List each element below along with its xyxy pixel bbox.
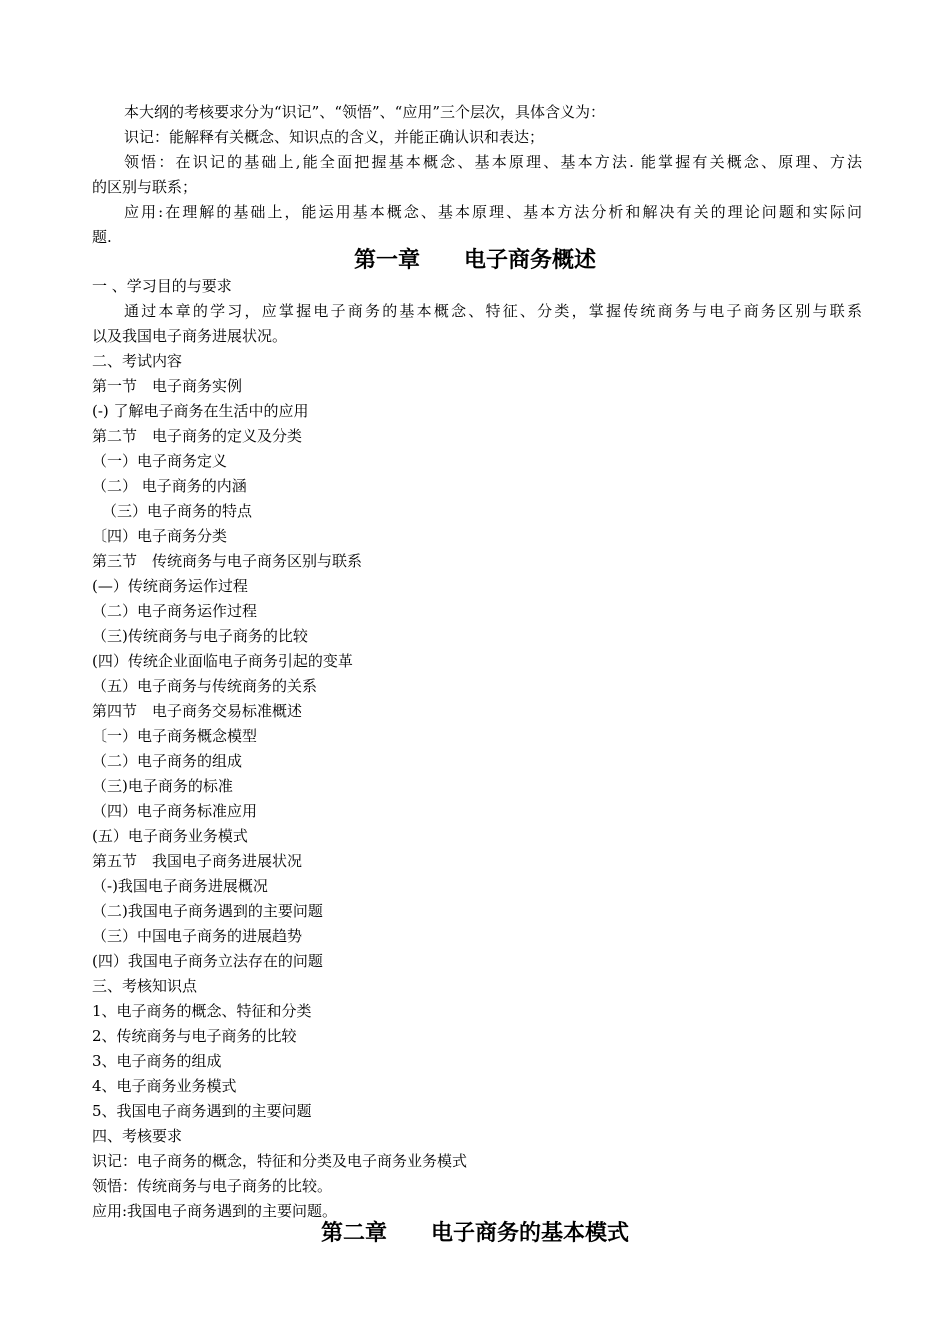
outline-item: （二）电子商务运作过程 [92, 602, 258, 620]
outline-item: 〔一）电子商务概念模型 [92, 727, 258, 745]
chapter1-title: 第一章 电子商务概述 [353, 248, 596, 273]
outline-item: 第一节 电子商务实例 [92, 377, 243, 395]
outline-item: （五）电子商务与传统商务的关系 [92, 677, 318, 695]
section-heading: 一 、学习目的与要求 [92, 277, 232, 295]
outline-item: （四）电子商务标准应用 [92, 802, 258, 820]
requirement-item: 应用:我国电子商务遇到的主要问题。 [92, 1202, 338, 1220]
intro-paragraph-understand-cont: 的区别与联系； [92, 178, 198, 196]
outline-item: 第二节 电子商务的定义及分类 [92, 427, 303, 445]
outline-item: (-) 了解电子商务在生活中的应用 [92, 402, 309, 420]
knowledge-point: 2、传统商务与电子商务的比较 [92, 1027, 297, 1045]
outline-item: (四）我国电子商务立法存在的问题 [92, 952, 323, 970]
outline-item: （三）电子商务的特点 [102, 502, 253, 520]
outline-item: （二） 电子商务的内涵 [92, 477, 247, 495]
outline-item: （一）电子商务定义 [92, 452, 228, 470]
outline-item: (五）电子商务业务模式 [92, 827, 248, 845]
knowledge-point: 5、我国电子商务遇到的主要问题 [92, 1102, 312, 1120]
outline-item: （三)电子商务的标准 [92, 777, 233, 795]
knowledge-point: 4、电子商务业务模式 [92, 1077, 237, 1095]
knowledge-point: 3、电子商务的组成 [92, 1052, 222, 1070]
knowledge-point: 1、电子商务的概念、特征和分类 [92, 1002, 312, 1020]
outline-item: （二)我国电子商务遇到的主要问题 [92, 902, 323, 920]
section-heading: 三、考核知识点 [92, 977, 198, 995]
outline-item: （二）电子商务的组成 [92, 752, 243, 770]
chapter2-title: 第二章 电子商务的基本模式 [320, 1221, 629, 1246]
intro-paragraph-apply: 应用:在理解的基础上，能运用基本概念、基本原理、基本方法分析和解决有关的理论问题和实际问 [124, 203, 862, 221]
outline-item: （三）中国电子商务的进展趋势 [92, 927, 303, 945]
outline-item: 第三节 传统商务与电子商务区别与联系 [92, 552, 363, 570]
requirement-item: 识记：电子商务的概念，特征和分类及电子商务业务模式 [92, 1152, 468, 1170]
outline-item: (四）传统企业面临电子商务引起的变革 [92, 652, 353, 670]
intro-paragraph-levels: 本大纲的考核要求分为“识记”、“领悟”、“应用”三个层次，具体含义为： [124, 103, 606, 121]
intro-paragraph-understand: 领悟：在识记的基础上,能全面把握基本概念、基本原理、基本方法. 能掌握有关概念、原理、方法 [124, 153, 862, 171]
chapter1-goal-text-cont: 以及我国电子商务进展状况。 [92, 327, 288, 345]
intro-paragraph-apply-cont: 题. [92, 228, 112, 246]
outline-item: （-)我国电子商务进展概况 [92, 877, 268, 895]
section-heading: 二、考试内容 [92, 352, 183, 370]
outline-item: （三)传统商务与电子商务的比较 [92, 627, 308, 645]
chapter1-goal-text: 通过本章的学习，应掌握电子商务的基本概念、特征、分类，掌握传统商务与电子商务区别与联系 [124, 302, 862, 320]
section-heading: 四、考核要求 [92, 1127, 183, 1145]
intro-paragraph-recall: 识记：能解释有关概念、知识点的含义，并能正确认识和表达； [124, 128, 545, 146]
requirement-item: 领悟：传统商务与电子商务的比较。 [92, 1177, 333, 1195]
outline-item: 〔四）电子商务分类 [92, 527, 228, 545]
outline-item: 第四节 电子商务交易标准概述 [92, 702, 303, 720]
outline-item: 第五节 我国电子商务进展状况 [92, 852, 303, 870]
outline-item: (—）传统商务运作过程 [92, 577, 248, 595]
